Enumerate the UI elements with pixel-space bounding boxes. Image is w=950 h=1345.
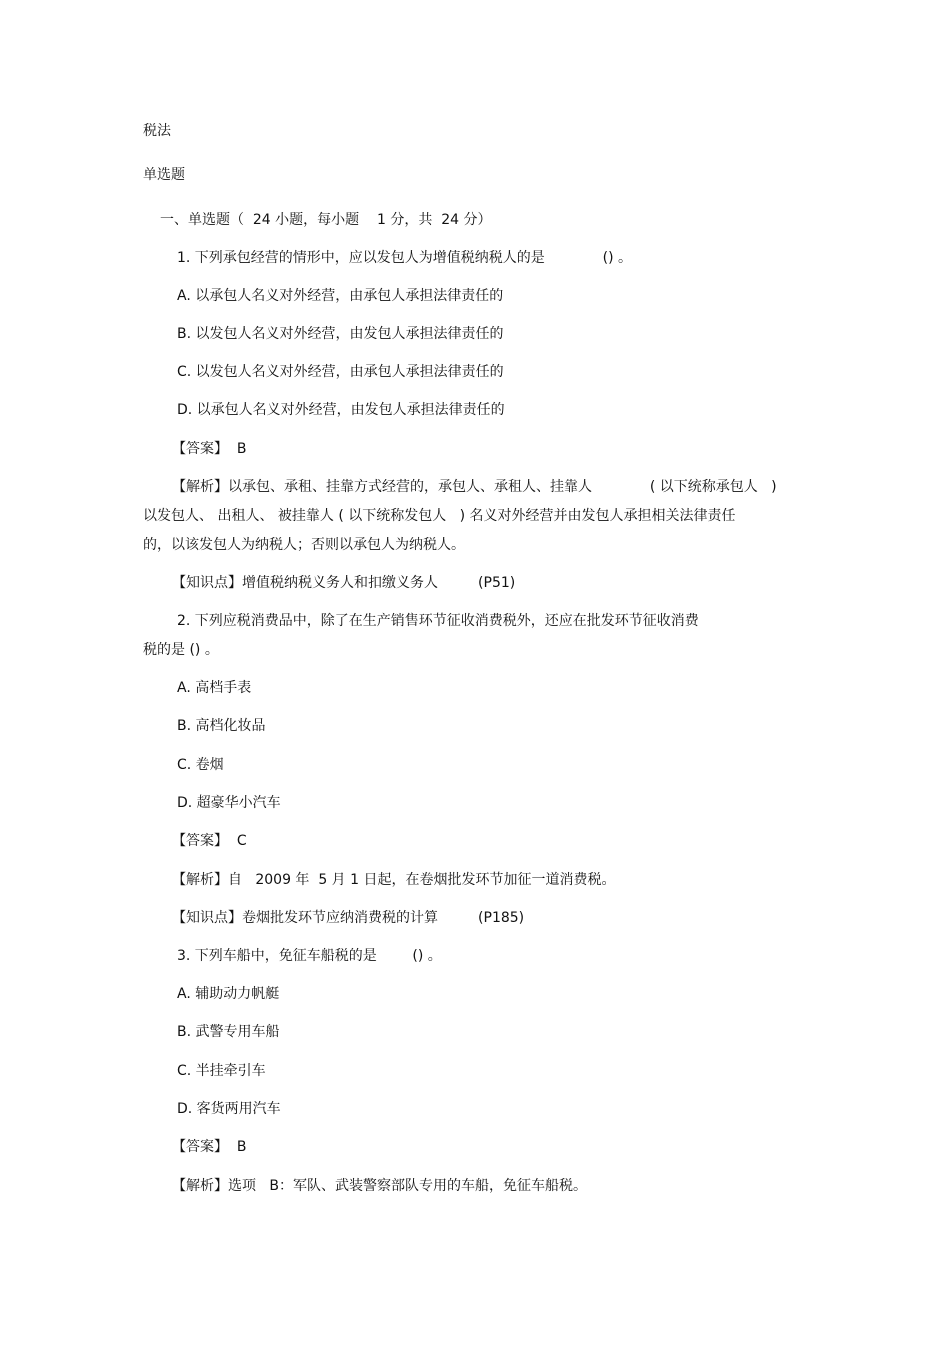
question-3-answer: 【答案】 B — [172, 1139, 247, 1155]
question-1-analysis-line-2: 以发包人、 出租人、 被挂靠人 ( 以下统称发包人 ) 名义对外经营并由发包人承担相关法律责任 — [143, 508, 736, 524]
question-2-option-a: A. 高档手表 — [177, 680, 252, 696]
question-3-stem: 3. 下列车船中，免征车船税的是 () 。 — [177, 948, 442, 964]
question-1-option-b: B. 以发包人名义对外经营，由发包人承担法律责任的 — [177, 326, 504, 342]
question-1-option-c: C. 以发包人名义对外经营，由承包人承担法律责任的 — [177, 364, 504, 380]
question-3-option-c: C. 半挂牵引车 — [177, 1063, 266, 1079]
question-1-stem: 1. 下列承包经营的情形中，应以发包人为增值税纳税人的是 () 。 — [177, 250, 633, 266]
question-1-analysis-line-3: 的，以该发包人为纳税人；否则以承包人为纳税人。 — [143, 537, 465, 553]
question-3-option-d: D. 客货两用汽车 — [177, 1101, 281, 1117]
question-3-option-b: B. 武警专用车船 — [177, 1024, 280, 1040]
question-3-option-a: A. 辅助动力帆艇 — [177, 986, 280, 1002]
question-2-option-b: B. 高档化妆品 — [177, 718, 266, 734]
question-1-knowledge-point: 【知识点】增值税纳税义务人和扣缴义务人 (P51) — [172, 575, 516, 591]
question-2-stem-line-1: 2. 下列应税消费品中，除了在生产销售环节征收消费税外，还应在批发环节征收消费 — [177, 613, 699, 629]
question-1-analysis-line-1: 【解析】以承包、承租、挂靠方式经营的，承包人、承租人、挂靠人 ( 以下统称承包人 ) — [172, 479, 777, 495]
question-2-analysis: 【解析】自 2009 年 5 月 1 日起，在卷烟批发环节加征一道消费税。 — [172, 872, 616, 888]
doc-title: 税法 — [143, 123, 171, 139]
question-2-option-c: C. 卷烟 — [177, 757, 224, 773]
question-3-analysis: 【解析】选项 B：军队、武装警察部队专用的车船，免征车船税。 — [172, 1178, 587, 1194]
section-title: 单选题 — [143, 167, 185, 183]
question-1-option-d: D. 以承包人名义对外经营，由发包人承担法律责任的 — [177, 402, 505, 418]
question-2-stem-line-2: 税的是 () 。 — [143, 642, 219, 658]
part-header: 一、单选题（ 24 小题，每小题 1 分，共 24 分） — [160, 212, 492, 228]
question-2-option-d: D. 超豪华小汽车 — [177, 795, 281, 811]
question-1-answer: 【答案】 B — [172, 441, 247, 457]
question-1-option-a: A. 以承包人名义对外经营，由承包人承担法律责任的 — [177, 288, 504, 304]
question-2-answer: 【答案】 C — [172, 833, 247, 849]
question-2-knowledge-point: 【知识点】卷烟批发环节应纳消费税的计算 (P185) — [172, 910, 525, 926]
